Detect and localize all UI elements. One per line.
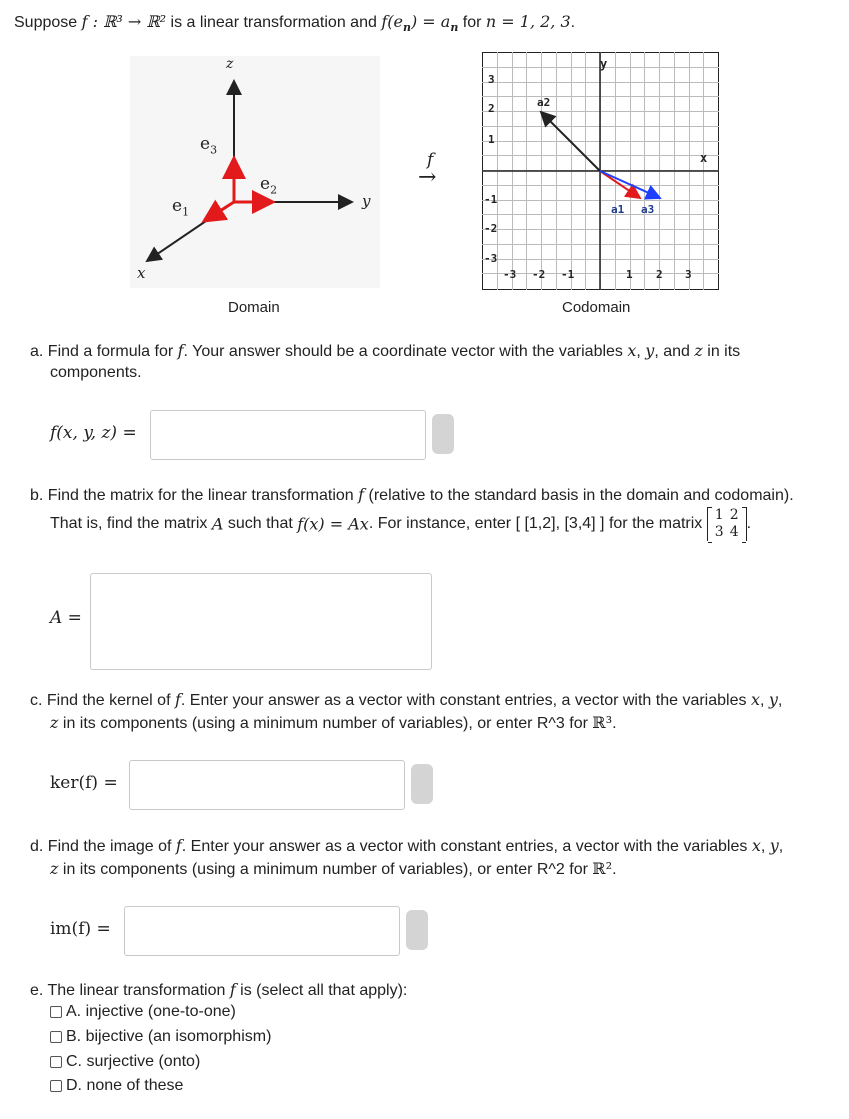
checkbox-a[interactable]: [50, 1006, 62, 1018]
part-a-preview-button[interactable]: [432, 414, 454, 454]
part-d-answer-label: im(f) =: [50, 919, 111, 939]
x-axis-label: x: [137, 264, 146, 282]
domain-figure: [130, 56, 380, 288]
y-tick-label: -3: [484, 252, 498, 265]
part-b-prompt: b. Find the matrix for the linear transformation f (relative to the standard basis in the domain and codomain).: [30, 485, 794, 504]
part-d-prompt-line2: z in its components (using a minimum number of variables), or enter R^2 for ℝ².: [50, 859, 617, 878]
x-tick-label: 3: [685, 268, 692, 281]
e1-label: $e_1$: [172, 196, 190, 219]
part-e-prompt: e. The linear transformation f is (select all that apply):: [30, 980, 408, 999]
formula-input[interactable]: [150, 410, 426, 460]
e3-label: $e_3$: [200, 134, 218, 157]
problem-statement: Suppose f : ℝ³ → ℝ² is a linear transformation and $f(e_n) = a_n$ for n = 1, 2, 3.: [14, 12, 576, 35]
x-tick-label: 2: [656, 268, 663, 281]
part-b-prompt-line2: That is, find the matrix A such that f(x) = Ax. For instance, enter [ [1,2], [3,4] ] for the matrix 1 2 3 4 .: [50, 507, 752, 540]
x-tick-label: -2: [532, 268, 546, 281]
y-tick-label: -1: [484, 193, 498, 206]
a1-label: a1: [611, 203, 625, 216]
y-tick-label: 1: [488, 133, 495, 146]
part-c-prompt-line2: z in its components (using a minimum number of variables), or enter R^3 for ℝ³.: [50, 713, 617, 732]
codomain-y-label: y: [600, 57, 608, 71]
part-a-prompt-line2: components.: [50, 364, 142, 381]
x-tick-label: 1: [626, 268, 633, 281]
image-input[interactable]: [124, 906, 400, 956]
codomain-caption: Codomain: [562, 299, 631, 316]
checkbox-b[interactable]: [50, 1031, 62, 1043]
option-b[interactable]: B. bijective (an isomorphism): [50, 1028, 271, 1046]
e1-vector: [204, 202, 234, 221]
example-matrix: 1 2 3 4: [707, 507, 747, 541]
a3-label: a3: [641, 203, 655, 216]
part-c-answer-label: ker(f) =: [50, 773, 118, 793]
option-a[interactable]: A. injective (one-to-one): [50, 1003, 236, 1021]
codomain-x-label: x: [700, 151, 708, 165]
x-tick-label: -3: [503, 268, 517, 281]
part-d-prompt: d. Find the image of f. Enter your answer as a vector with constant entries, a vector with the variables x, y,: [30, 836, 784, 855]
e2-label: $e_2$: [260, 174, 278, 197]
checkbox-c[interactable]: [50, 1056, 62, 1068]
y-tick-label: 3: [488, 73, 495, 86]
option-d[interactable]: D. none of these: [50, 1077, 183, 1095]
math-f-signature: f : ℝ³ → ℝ²: [81, 12, 167, 31]
option-c[interactable]: C. surjective (onto): [50, 1053, 200, 1071]
part-c-preview-button[interactable]: [411, 764, 433, 804]
codomain-grid-svg: [482, 52, 719, 290]
y-tick-label: -2: [484, 222, 498, 235]
domain-caption: Domain: [228, 299, 280, 316]
y-tick-label: 2: [488, 102, 495, 115]
checkbox-d[interactable]: [50, 1080, 62, 1092]
codomain-figure: [482, 52, 719, 290]
part-c-prompt: c. Find the kernel of f. Enter your answer as a vector with constant entries, a vector with the variables x, y,: [30, 690, 783, 709]
z-axis-label: z: [226, 56, 234, 72]
kernel-input[interactable]: [129, 760, 405, 810]
part-b-answer-label: A =: [50, 608, 82, 628]
part-a-prompt: a. Find a formula for f. Your answer should be a coordinate vector with the variables x, y, and z in its: [30, 341, 741, 360]
part-a-answer-label: f(x, y, z) =: [50, 423, 137, 443]
map-arrow: →: [418, 165, 437, 190]
part-d-preview-button[interactable]: [406, 910, 428, 950]
matrix-input[interactable]: [90, 573, 432, 670]
y-axis-label: y: [362, 192, 371, 210]
a2-label: a2: [537, 96, 551, 109]
map-f-label: f: [427, 150, 434, 170]
domain-axes-svg: [130, 56, 380, 288]
x-tick-label: -1: [561, 268, 575, 281]
